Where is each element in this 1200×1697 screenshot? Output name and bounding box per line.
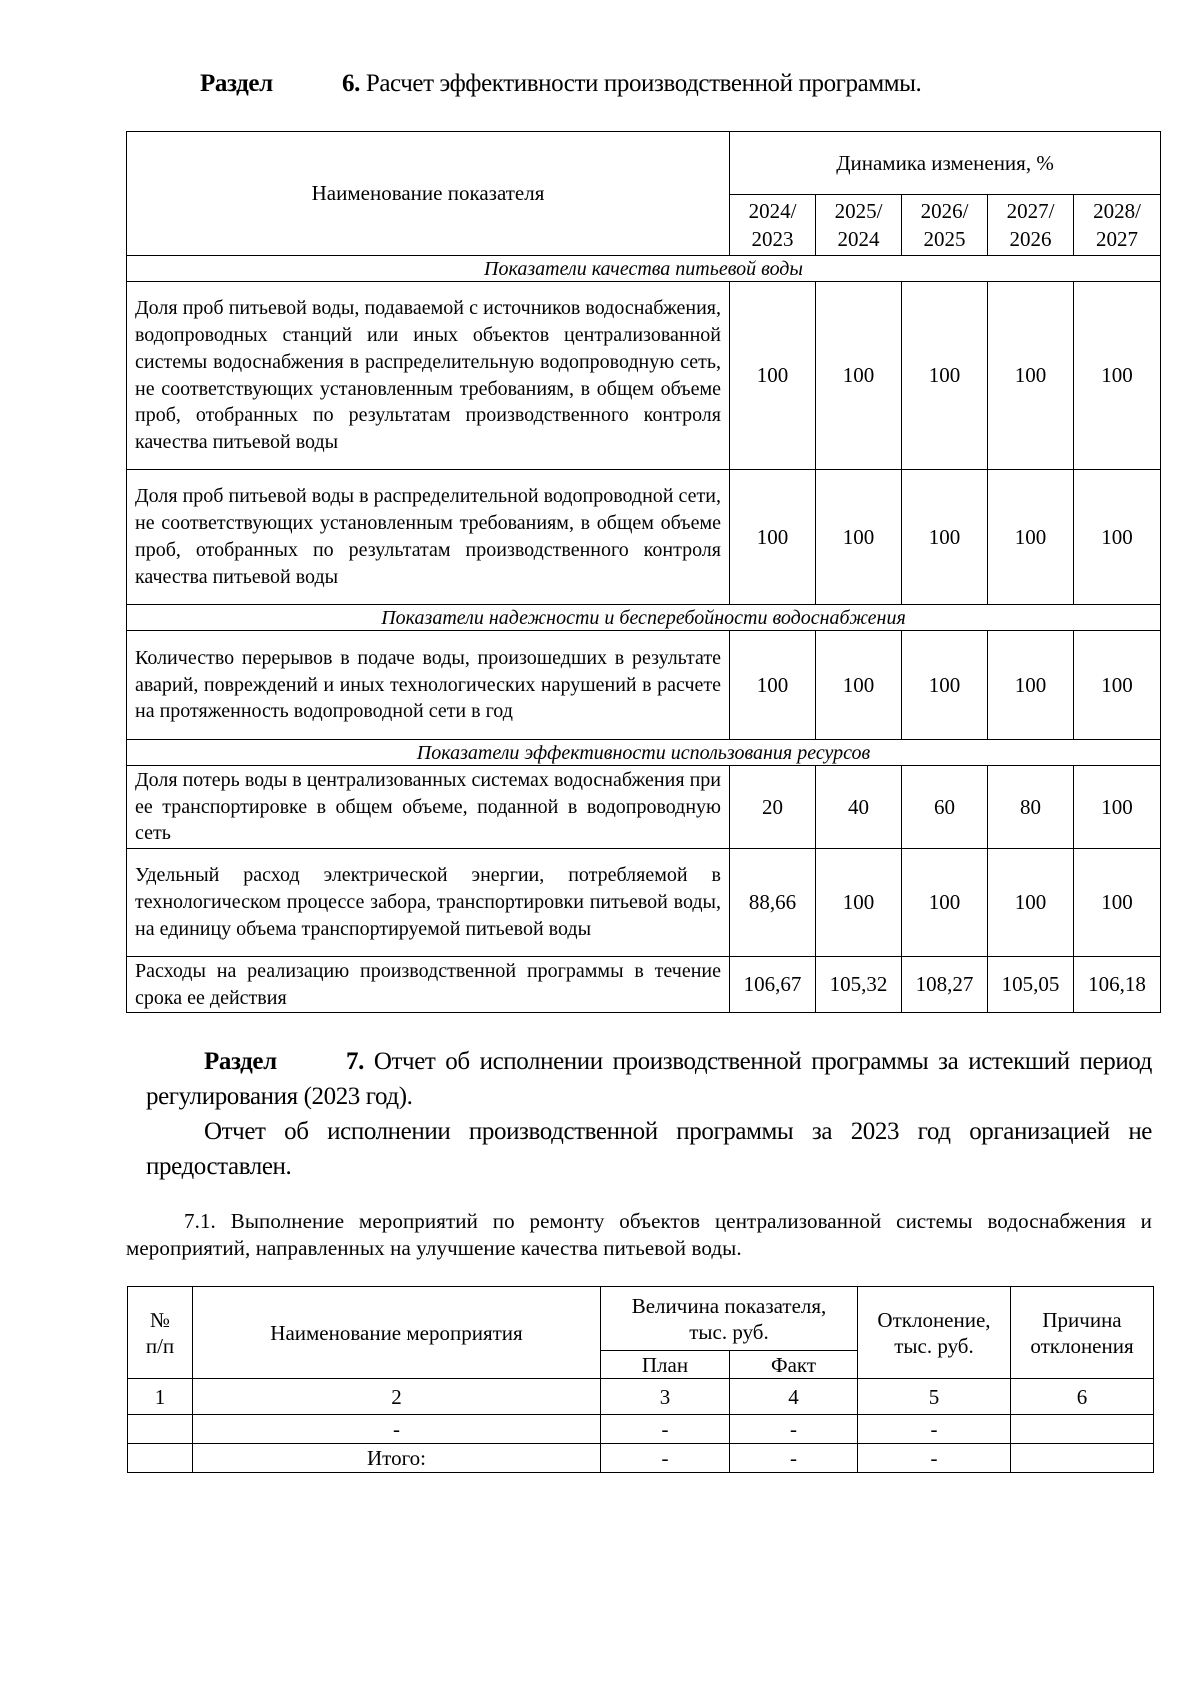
table-cell: - — [730, 1444, 858, 1473]
indicator-value: 100 — [902, 849, 988, 957]
table-row — [127, 282, 1161, 470]
table-cell: - — [858, 1444, 1011, 1473]
section-7-1-text: 7.1. Выполнение мероприятий по ремонту объектов централизованной системы водоснабжения и мероприятий, направленных на улучшение качества питьевой воды. — [126, 1209, 1152, 1260]
table-row — [127, 766, 1161, 849]
indicator-value: 100 — [730, 631, 816, 740]
table-cell: - — [601, 1415, 730, 1444]
indicator-value: 100 — [1074, 282, 1161, 470]
indicator-value: 100 — [988, 470, 1074, 605]
table-row — [128, 1415, 1154, 1444]
indicator-name: Доля проб питьевой воды, подаваемой с источников водоснабжения, водопроводных станций или иных объектов централизованной системы водоснабжения в распределительную водопроводную сеть, не соответствующих установленным требованиям, в общем объеме проб, отобранных по результатам производственного контроля качества питьевой воды — [127, 282, 730, 470]
table-row — [127, 957, 1161, 1013]
column-number-row — [128, 1379, 1154, 1415]
indicator-value: 100 — [1074, 470, 1161, 605]
indicator-value: 100 — [902, 631, 988, 740]
indicator-value: 100 — [988, 282, 1074, 470]
indicator-value: 80 — [988, 766, 1074, 849]
indicator-name: Доля проб питьевой воды в распределительной водопроводной сети, не соответствующих установленным требованиям, в общем объеме проб, отобранных по результатам производственного контроля качества питьевой воды — [127, 470, 730, 605]
header-indicator-name: Наименование показателя — [127, 132, 730, 256]
indicator-value: 100 — [988, 631, 1074, 740]
table-cell: - — [858, 1415, 1011, 1444]
table-header-row — [128, 1287, 1154, 1351]
section-7-title: Отчет об исполнении производственной программы за истекший период регулирования (2023 год). — [146, 1048, 1152, 1110]
header-year: 2024/ 2023 — [730, 195, 816, 256]
column-number: 1 — [128, 1379, 193, 1415]
indicator-value: 100 — [816, 849, 902, 957]
table-cell — [128, 1444, 193, 1473]
column-number: 4 — [730, 1379, 858, 1415]
table-cell: - — [601, 1444, 730, 1473]
section-7-label: Раздел — [204, 1048, 277, 1075]
indicator-value: 106,18 — [1074, 957, 1161, 1013]
indicator-value: 100 — [902, 282, 988, 470]
measures-table — [127, 1286, 1154, 1473]
indicator-name: Доля потерь воды в централизованных системах водоснабжения при ее транспортировке в общем объеме, поданной в водопроводную сеть — [127, 766, 730, 849]
header-num: № п/п — [128, 1287, 193, 1379]
indicator-value: 108,27 — [902, 957, 988, 1013]
indicator-value: 100 — [1074, 849, 1161, 957]
indicator-value: 100 — [816, 631, 902, 740]
section-6-number: 6. — [342, 70, 360, 97]
header-dynamics: Динамика изменения, % — [730, 132, 1161, 195]
section-6-label: Раздел — [200, 70, 273, 97]
indicator-value: 100 — [902, 470, 988, 605]
efficiency-table — [126, 131, 1161, 1013]
indicator-value: 100 — [988, 849, 1074, 957]
header-measure-name: Наименование мероприятия — [193, 1287, 601, 1379]
header-year: 2027/ 2026 — [988, 195, 1074, 256]
category-label: Показатели качества питьевой воды — [127, 256, 1161, 282]
section-7-note: Отчет об исполнении производственной программы за 2023 год организацией не предоставлен. — [146, 1118, 1152, 1180]
total-row — [128, 1444, 1154, 1473]
total-label: Итого: — [193, 1444, 601, 1473]
indicator-value: 105,32 — [816, 957, 902, 1013]
table-row — [127, 849, 1161, 957]
indicator-value: 100 — [730, 470, 816, 605]
category-row — [127, 256, 1161, 282]
section-7-number: 7. — [346, 1048, 364, 1075]
category-row — [127, 740, 1161, 766]
indicator-value: 60 — [902, 766, 988, 849]
indicator-value: 100 — [816, 282, 902, 470]
column-number: 2 — [193, 1379, 601, 1415]
indicator-value: 100 — [1074, 766, 1161, 849]
column-number: 6 — [1011, 1379, 1154, 1415]
column-number: 5 — [858, 1379, 1011, 1415]
indicator-value: 20 — [730, 766, 816, 849]
header-value: Величина показателя, тыс. руб. — [601, 1287, 858, 1351]
indicator-value: 88,66 — [730, 849, 816, 957]
indicator-value: 100 — [730, 282, 816, 470]
column-number: 3 — [601, 1379, 730, 1415]
indicator-name: Расходы на реализацию производственной программы в течение срока ее действия — [127, 957, 730, 1013]
indicator-value: 105,05 — [988, 957, 1074, 1013]
header-reason: Причина отклонения — [1011, 1287, 1154, 1379]
section-6-title: Расчет эффективности производственной программы. — [365, 70, 922, 97]
table-cell — [1011, 1415, 1154, 1444]
header-year: 2028/ 2027 — [1074, 195, 1161, 256]
table-cell: - — [730, 1415, 858, 1444]
category-label: Показатели эффективности использования ресурсов — [127, 740, 1161, 766]
header-deviation: Отклонение, тыс. руб. — [858, 1287, 1011, 1379]
indicator-name: Удельный расход электрической энергии, потребляемой в технологическом процессе забора, транспортировки питьевой воды, на единицу объема транспортируемой питьевой воды — [127, 849, 730, 957]
header-year: 2026/ 2025 — [902, 195, 988, 256]
indicator-value: 100 — [816, 470, 902, 605]
indicator-value: 100 — [1074, 631, 1161, 740]
category-row — [127, 605, 1161, 631]
section-6-heading — [200, 70, 921, 98]
category-label: Показатели надежности и бесперебойности водоснабжения — [127, 605, 1161, 631]
table-cell: - — [193, 1415, 601, 1444]
table-row — [127, 470, 1161, 605]
header-year: 2025/ 2024 — [816, 195, 902, 256]
section-7-heading — [146, 1044, 1152, 1114]
header-fact: Факт — [730, 1351, 858, 1379]
header-plan: План — [601, 1351, 730, 1379]
table-cell — [1011, 1444, 1154, 1473]
table-header-row — [127, 132, 1161, 195]
table-cell — [128, 1415, 193, 1444]
table-row — [127, 631, 1161, 740]
indicator-value: 40 — [816, 766, 902, 849]
indicator-value: 106,67 — [730, 957, 816, 1013]
indicator-name: Количество перерывов в подаче воды, произошедших в результате аварий, повреждений и иных технологических нарушений в расчете на протяженность водопроводной сети в год — [127, 631, 730, 740]
